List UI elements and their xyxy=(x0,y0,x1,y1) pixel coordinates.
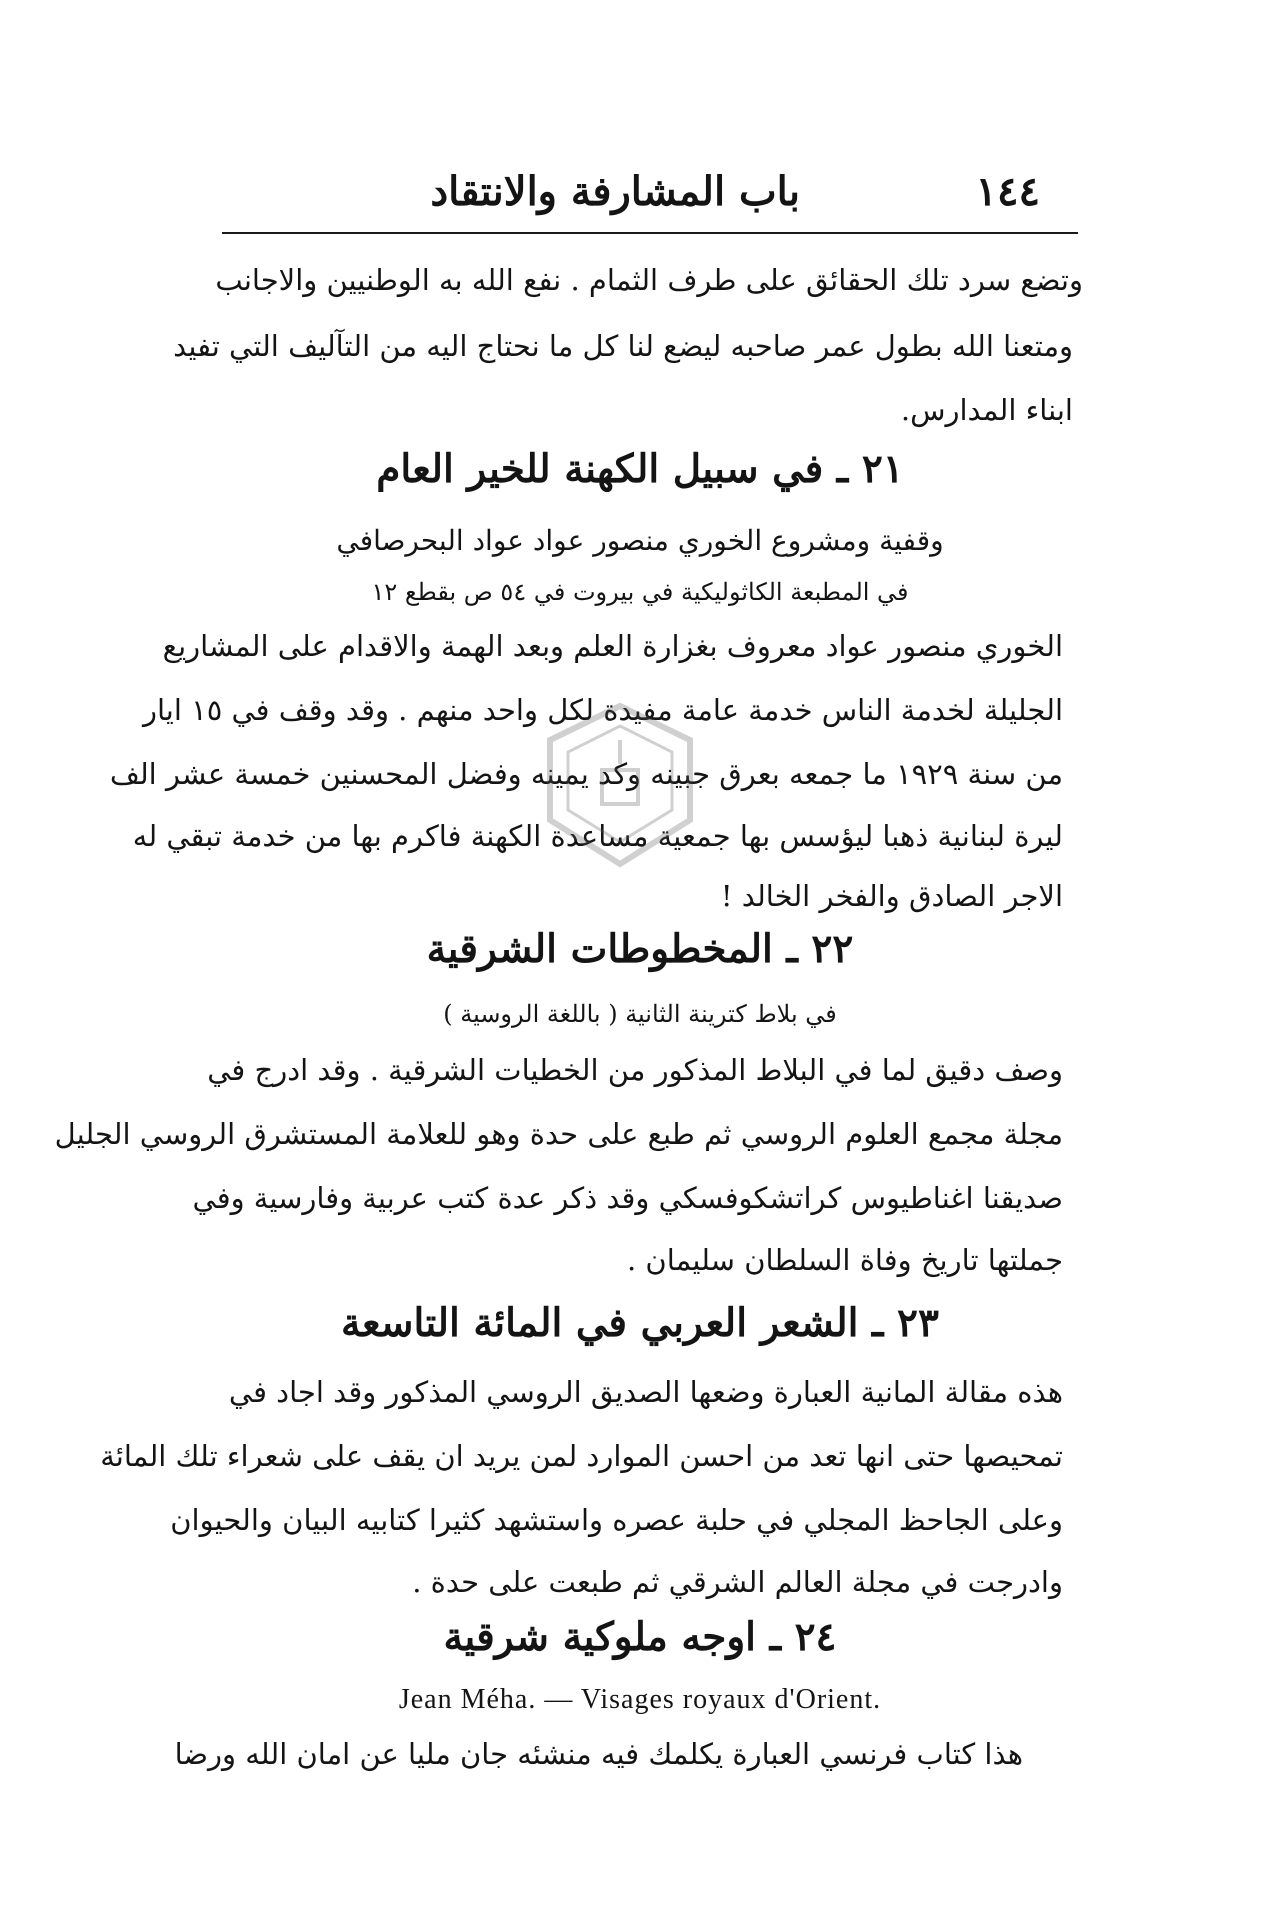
publication-note-21: في المطبعة الكاثوليكية في بيروت في ٥٤ ص بقطع ١٢ xyxy=(371,578,909,606)
paragraph-line: هذا كتاب فرنسي العبارة يكلمك فيه منشئه جان مليا عن امان الله ورضا xyxy=(174,1737,1023,1771)
paragraph-line: الخوري منصور عواد معروف بغزارة العلم وبعد الهمة والاقدام على المشاريع xyxy=(162,629,1063,663)
paragraph-line: وادرجت في مجلة العالم الشرقي ثم طبعت على حدة . xyxy=(412,1565,1063,1599)
paragraph-line: وعلى الجاحظ المجلي في حلبة عصره واستشهد كثيرا كتابيه البيان والحيوان xyxy=(170,1503,1063,1537)
section-heading-23: ٢٣ ـ الشعر العربي في المائة التاسعة xyxy=(341,1300,939,1346)
publication-note-22: في بلاط كترينة الثانية ( باللغة الروسية ) xyxy=(443,1000,837,1028)
intro-line: وتضع سرد تلك الحقائق على طرف الثمام . نفع الله به الوطنيين والاجانب xyxy=(215,263,1083,297)
paragraph-line: هذه مقالة المانية العبارة وضعها الصديق الروسي المذكور وقد اجاد في xyxy=(228,1375,1063,1409)
paragraph-line: الجليلة لخدمة الناس خدمة عامة مفيدة لكل واحد منهم . وقد وقف في ١٥ ايار xyxy=(142,693,1063,727)
section-subheading-21: وقفية ومشروع الخوري منصور عواد عواد البحرصافي xyxy=(336,524,944,557)
paragraph-line: ليرة لبنانية ذهبا ليؤسس بها جمعية مساعدة الكهنة فاكرم بها من خدمة تبقي له xyxy=(132,819,1063,853)
paragraph-line: مجلة مجمع العلوم الروسي ثم طبع على حدة وهو للعلامة المستشرق الروسي الجليل xyxy=(54,1117,1063,1151)
section-heading-21: ٢١ ـ في سبيل الكهنة للخير العام xyxy=(376,446,904,492)
page-number: ١٤٤ xyxy=(975,168,1040,215)
running-head xyxy=(220,168,1040,228)
intro-line: ابناء المدارس. xyxy=(900,393,1073,427)
section-heading-24: ٢٤ ـ اوجه ملوكية شرقية xyxy=(443,1614,837,1660)
paragraph-line: صديقنا اغناطيوس كراتشكوفسكي وقد ذكر عدة كتب عربية وفارسية وفي xyxy=(192,1181,1063,1215)
paragraph-line: جملتها تاريخ وفاة السلطان سليمان . xyxy=(627,1243,1063,1277)
library-seal-watermark xyxy=(540,700,700,870)
book-title-latin: Jean Méha. — Visages royaux d'Orient. xyxy=(398,1684,882,1715)
header-rule xyxy=(222,232,1078,234)
paragraph-line: الاجر الصادق والفخر الخالد ! xyxy=(720,879,1063,913)
paragraph-line: من سنة ١٩٢٩ ما جمعه بعرق جبينه وكد يمينه وفضل المحسنين خمسة عشر الف xyxy=(109,757,1063,791)
paragraph-line: تمحيصها حتى انها تعد من احسن الموارد لمن يريد ان يقف على شعراء تلك المائة xyxy=(100,1439,1063,1473)
section-heading-22: ٢٢ ـ المخطوطات الشرقية xyxy=(426,926,854,972)
paragraph-line: وصف دقيق لما في البلاط المذكور من الخطيات الشرقية . وقد ادرج في xyxy=(207,1053,1063,1087)
running-head-title: باب المشارفة والانتقاد xyxy=(430,168,800,215)
intro-line: ومتعنا الله بطول عمر صاحبه ليضع لنا كل ما نحتاج اليه من التآليف التي تفيد xyxy=(173,329,1073,363)
